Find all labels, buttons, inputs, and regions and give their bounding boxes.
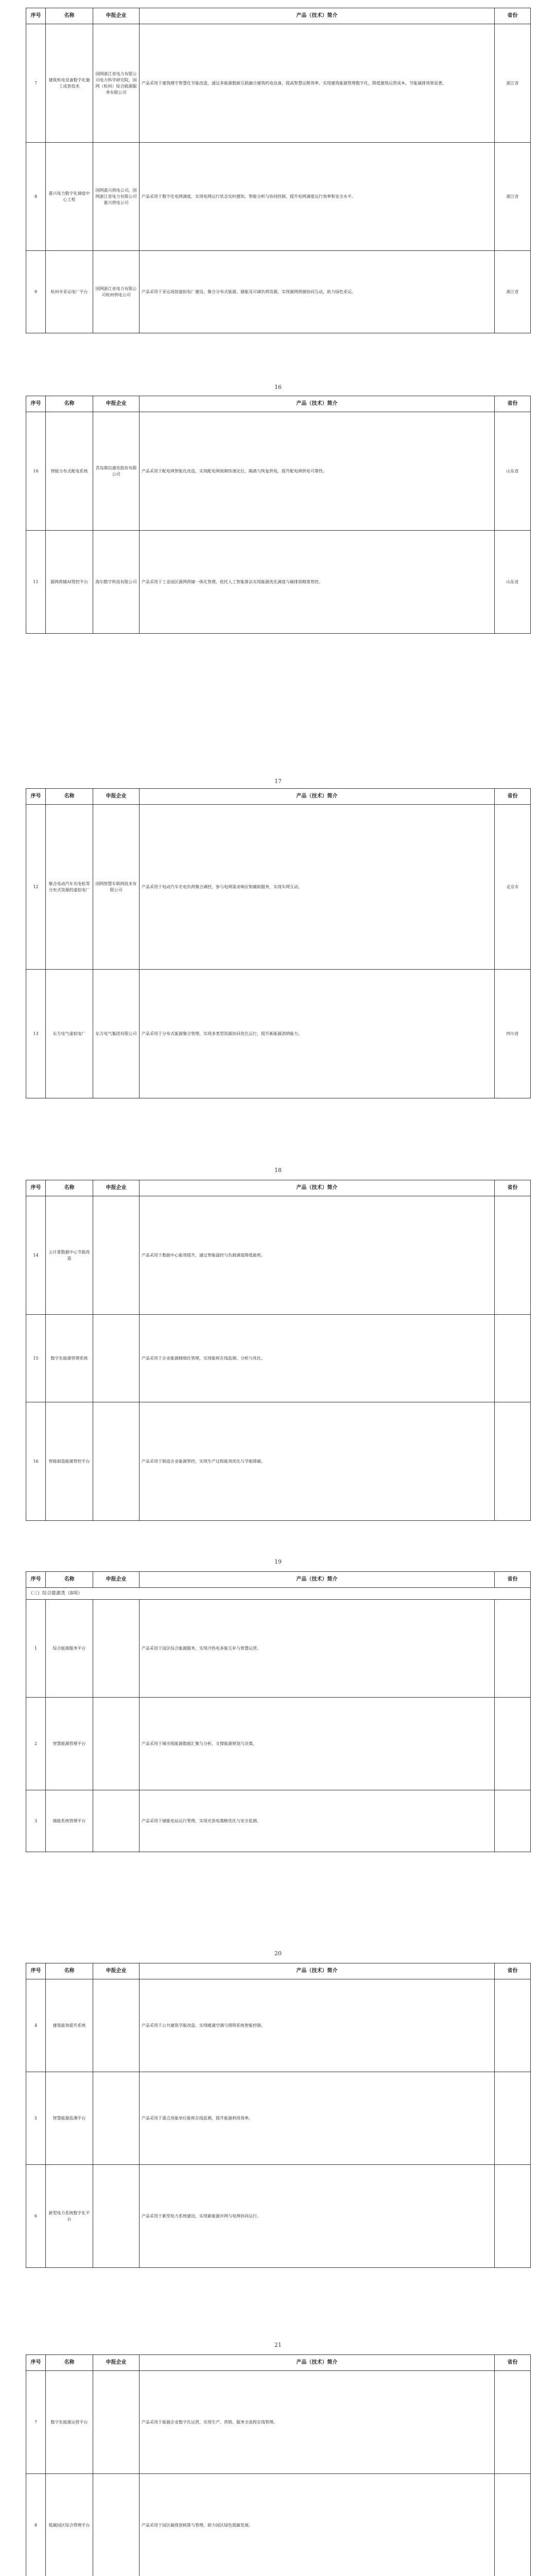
row-no: 15	[26, 1315, 46, 1402]
row-org: 海尔数字科技有限公司	[93, 531, 140, 634]
page-number: 16	[274, 384, 282, 391]
row-no: 11	[26, 531, 46, 634]
row-org	[93, 2371, 140, 2474]
header-name: 名称	[46, 1180, 93, 1196]
row-name: 智能制造能源管控平台	[46, 1402, 93, 1521]
product-table	[26, 1571, 531, 1852]
row-org: 青岛鼎信通讯股份有限公司	[93, 412, 140, 531]
row-org	[93, 2474, 140, 2576]
row-no: 2	[26, 1698, 46, 1790]
table-row	[26, 970, 531, 1098]
table-header-row	[26, 1180, 531, 1196]
row-org: 国网浙江省电力有限公司电力科学研究院，国网（杭州）综合能源服务有限公司	[93, 24, 140, 143]
row-desc: 产品采用于电动汽车充电负荷聚合调控，参与电网需求响应和辅助服务，实现车网互动。	[140, 805, 495, 970]
row-no: 7	[26, 2371, 46, 2474]
table-row	[26, 2474, 531, 2576]
row-desc: 产品采用于园区碳排放核算与管理，助力园区绿色低碳发展。	[140, 2474, 495, 2576]
table-row	[26, 1315, 531, 1402]
header-no: 序号	[26, 2355, 46, 2371]
row-name: 智慧能源管理平台	[46, 1698, 93, 1790]
row-desc: 产品采用于制造企业能源管控，实现生产过程能效优化与节能降碳。	[140, 1402, 495, 1521]
row-prov	[495, 1600, 531, 1698]
table-row	[26, 24, 531, 143]
row-prov	[495, 1979, 531, 2072]
row-prov	[495, 1196, 531, 1315]
header-desc: 产品（技术）简介	[140, 1180, 495, 1196]
page-number: 21	[274, 2342, 282, 2348]
header-org: 申报企业	[93, 789, 140, 805]
header-org: 申报企业	[93, 1963, 140, 1979]
header-org: 申报企业	[93, 1180, 140, 1196]
row-desc: 产品采用于配电网智能化改造，实现配电网故障快速定位、隔离与恢复供电，提升配电网供电可靠性。	[140, 412, 495, 531]
row-prov: 浙江省	[495, 143, 531, 251]
header-name: 名称	[46, 1963, 93, 1979]
row-desc: 产品采用于能源企业数字化运营，实现生产、营销、服务全流程在线管理。	[140, 2371, 495, 2474]
header-prov: 省份	[495, 1572, 531, 1588]
row-org: 国网浙江省电力有限公司杭州供电公司	[93, 251, 140, 333]
header-no: 序号	[26, 1180, 46, 1196]
header-prov: 省份	[495, 789, 531, 805]
row-org	[93, 1979, 140, 2072]
page-number: 18	[274, 1167, 282, 1174]
row-name: 杭州市亚运电厂平台	[46, 251, 93, 333]
row-org: 国网嘉兴供电公司，国网浙江省电力有限公司嘉兴供电公司	[93, 143, 140, 251]
row-desc: 产品采用于分布式能源聚合管理，实现多类型资源协同优化运行，提升新能源消纳能力。	[140, 970, 495, 1098]
row-desc: 产品采用于工业园区源网荷储一体化管理，依托人工智能算法实现能源优化调度与碳排放精准管控。	[140, 531, 495, 634]
header-name: 名称	[46, 789, 93, 805]
row-name: 综合能源服务平台	[46, 1600, 93, 1698]
header-org: 申报企业	[93, 2355, 140, 2371]
table-row	[26, 2165, 531, 2268]
row-name: 聚合电动汽车充电桩等分布式资源的虚拟电厂	[46, 805, 93, 970]
table-header-row	[26, 789, 531, 805]
product-table	[26, 396, 531, 634]
table-row	[26, 805, 531, 970]
row-desc: 产品采用于园区综合能源服务，实现冷热电多能互补与智慧运营。	[140, 1600, 495, 1698]
product-table	[26, 1963, 531, 2268]
row-no: 9	[26, 251, 46, 333]
header-org: 申报企业	[93, 1572, 140, 1588]
row-name: 数字化能源运营平台	[46, 2371, 93, 2474]
table-header-row	[26, 8, 531, 24]
table-row	[26, 251, 531, 333]
row-org	[93, 2165, 140, 2268]
table-header-row	[26, 1572, 531, 1588]
row-org	[93, 1402, 140, 1521]
header-desc: 产品（技术）简介	[140, 2355, 495, 2371]
header-desc: 产品（技术）简介	[140, 8, 495, 24]
row-desc: 产品采用于建筑楼宇智慧化节能改造，通过多能源数据互联融合建筑机电设备，提高智慧运维效率，实现建筑能源管理数字化，降低建筑运营成本，节能减排效果显著。	[140, 24, 495, 143]
row-name: 源网荷储AI管控平台	[46, 531, 93, 634]
row-prov	[495, 2165, 531, 2268]
product-table	[26, 1180, 531, 1521]
header-no: 序号	[26, 1572, 46, 1588]
header-prov: 省份	[495, 1180, 531, 1196]
row-prov: 浙江省	[495, 251, 531, 333]
header-name: 名称	[46, 8, 93, 24]
table-row	[26, 1790, 531, 1852]
header-desc: 产品（技术）简介	[140, 396, 495, 412]
row-org	[93, 1790, 140, 1852]
row-no: 8	[26, 143, 46, 251]
header-prov: 省份	[495, 396, 531, 412]
section-title: （三）综合能源类（8项）	[26, 1588, 531, 1600]
row-prov	[495, 1315, 531, 1402]
product-table	[26, 8, 531, 333]
section-row	[26, 1588, 531, 1600]
row-desc: 产品采用于储能电站运行管理，实现充放电策略优化与安全监测。	[140, 1790, 495, 1852]
row-name: 储能系统管理平台	[46, 1790, 93, 1852]
row-name: 智能分布式配电系统	[46, 412, 93, 531]
row-no: 10	[26, 412, 46, 531]
page-number: 19	[274, 1558, 282, 1565]
row-org: 东方电气集团有限公司	[93, 970, 140, 1098]
row-prov: 四川省	[495, 970, 531, 1098]
row-org	[93, 2072, 140, 2165]
header-prov: 省份	[495, 2355, 531, 2371]
row-prov	[495, 1698, 531, 1790]
row-name: 低碳园区综合管理平台	[46, 2474, 93, 2576]
row-desc: 产品采用于重点用能单位能耗在线监测，提升能源利用效率。	[140, 2072, 495, 2165]
row-no: 8	[26, 2474, 46, 2576]
row-desc: 产品采用于企业能源精细化管理，实现能耗在线监测、分析与优化。	[140, 1315, 495, 1402]
row-desc: 产品采用于数字化电网调度，实现电网运行状态实时感知、智能分析与协同控制，提升电网调度运行效率和安全水平。	[140, 143, 495, 251]
header-name: 名称	[46, 396, 93, 412]
page-number: 17	[274, 778, 282, 785]
row-org: 国网智慧车联网技术有限公司	[93, 805, 140, 970]
header-prov: 省份	[495, 1963, 531, 1979]
row-no: 3	[26, 1790, 46, 1852]
header-name: 名称	[46, 2355, 93, 2371]
table-row	[26, 143, 531, 251]
table-row	[26, 2371, 531, 2474]
row-no: 16	[26, 1402, 46, 1521]
header-prov: 省份	[495, 8, 531, 24]
row-desc: 产品采用于亚运场馆虚拟电厂建设，聚合分布式能源、储能及可调负荷资源，实现源网荷储协同互动，助力绿色亚运。	[140, 251, 495, 333]
row-desc: 产品采用于新型电力系统建设，实现新能源并网与电网协同运行。	[140, 2165, 495, 2268]
row-desc: 产品采用于公共建筑节能改造，实现暖通空调与照明系统智能控制。	[140, 1979, 495, 2072]
row-no: 13	[26, 970, 46, 1098]
page-number: 20	[274, 1950, 282, 1957]
row-org	[93, 1196, 140, 1315]
table-row	[26, 531, 531, 634]
row-name: 东方电气虚拟电厂	[46, 970, 93, 1098]
row-name: 嘉兴电力数字化调度中心工程	[46, 143, 93, 251]
row-org	[93, 1698, 140, 1790]
row-no: 6	[26, 2165, 46, 2268]
row-name: 新型电力系统数字化平台	[46, 2165, 93, 2268]
header-org: 申报企业	[93, 8, 140, 24]
row-prov: 山东省	[495, 531, 531, 634]
row-no: 12	[26, 805, 46, 970]
row-org	[93, 1315, 140, 1402]
row-no: 5	[26, 2072, 46, 2165]
product-table	[26, 788, 531, 1098]
header-no: 序号	[26, 396, 46, 412]
table-header-row	[26, 396, 531, 412]
table-row	[26, 1979, 531, 2072]
row-no: 4	[26, 1979, 46, 2072]
header-desc: 产品（技术）简介	[140, 789, 495, 805]
table-header-row	[26, 1963, 531, 1979]
table-header-row	[26, 2355, 531, 2371]
header-name: 名称	[46, 1572, 93, 1588]
table-row	[26, 2072, 531, 2165]
product-table	[26, 2354, 531, 2576]
row-org	[93, 1600, 140, 1698]
table-row	[26, 1698, 531, 1790]
row-prov	[495, 2371, 531, 2474]
header-desc: 产品（技术）简介	[140, 1572, 495, 1588]
row-prov: 北京市	[495, 805, 531, 970]
row-name: 建筑能效提升系统	[46, 1979, 93, 2072]
table-row	[26, 1600, 531, 1698]
row-name: 数字化能源管理系统	[46, 1315, 93, 1402]
row-no: 14	[26, 1196, 46, 1315]
header-no: 序号	[26, 1963, 46, 1979]
row-no: 7	[26, 24, 46, 143]
table-row	[26, 1402, 531, 1521]
row-desc: 产品采用于城市级能源数据汇聚与分析，支撑能源规划与决策。	[140, 1698, 495, 1790]
row-prov	[495, 2072, 531, 2165]
header-desc: 产品（技术）简介	[140, 1963, 495, 1979]
row-no: 1	[26, 1600, 46, 1698]
header-org: 申报企业	[93, 396, 140, 412]
row-name: 云计算数据中心节能改造	[46, 1196, 93, 1315]
row-desc: 产品采用于数据中心能效提升，通过智能温控与负载调度降低能耗。	[140, 1196, 495, 1315]
header-no: 序号	[26, 8, 46, 24]
row-prov	[495, 2474, 531, 2576]
row-name: 智慧能源监测平台	[46, 2072, 93, 2165]
row-prov: 山东省	[495, 412, 531, 531]
row-prov: 浙江省	[495, 24, 531, 143]
row-name: 建筑机电设备数字化施工成套技术	[46, 24, 93, 143]
row-prov	[495, 1790, 531, 1852]
row-prov	[495, 1402, 531, 1521]
table-row	[26, 412, 531, 531]
header-no: 序号	[26, 789, 46, 805]
table-row	[26, 1196, 531, 1315]
